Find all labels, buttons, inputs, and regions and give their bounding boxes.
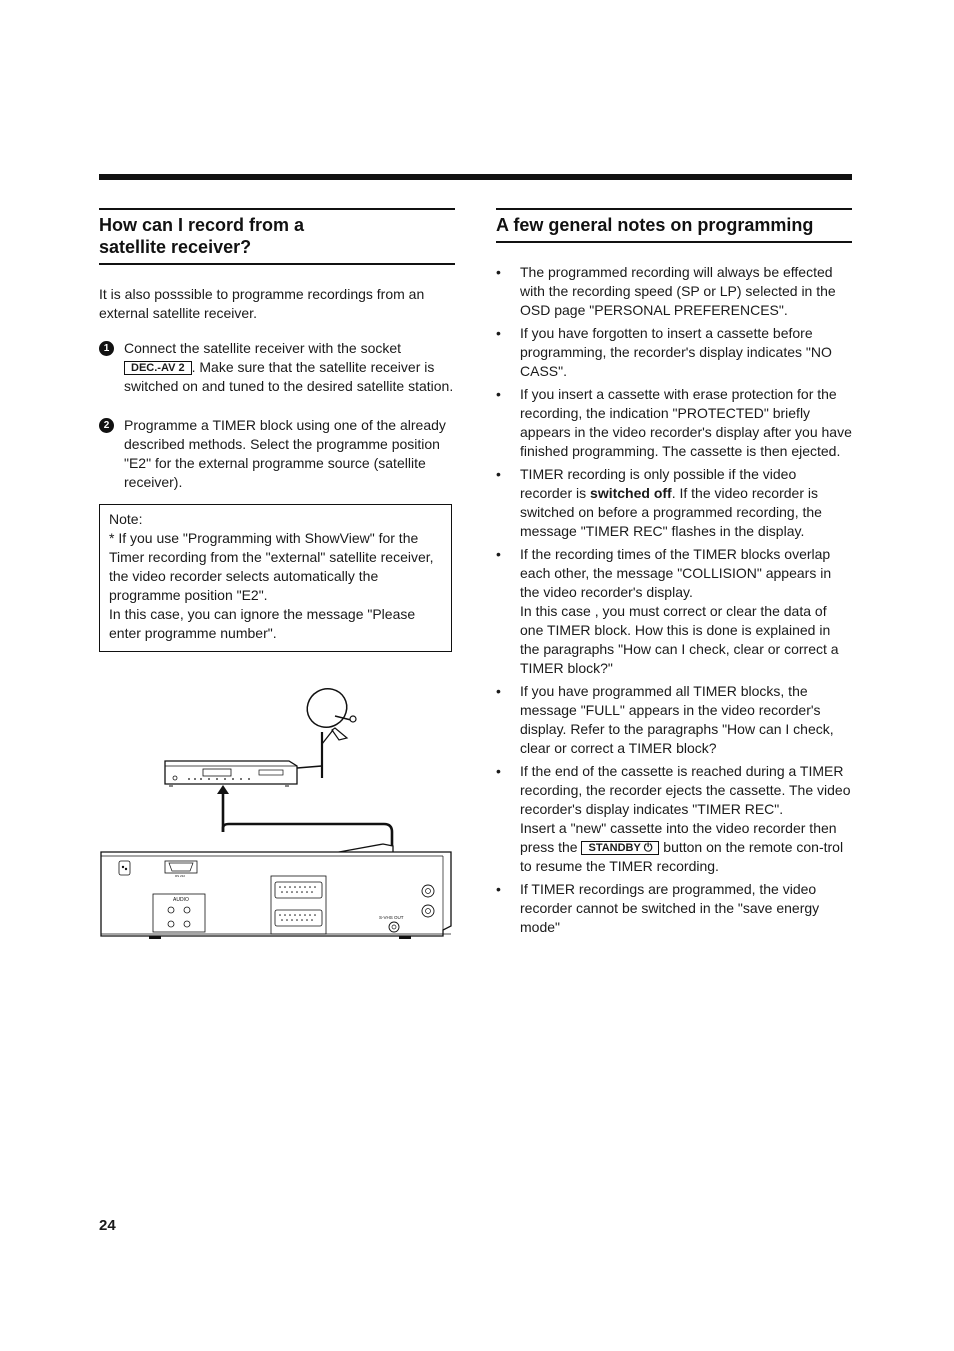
page-number: 24: [99, 1217, 116, 1234]
bullet: •: [496, 325, 501, 341]
list-item: [496, 385, 852, 461]
left-column: [99, 208, 455, 652]
heading-line-2: satellite receiver?: [99, 237, 252, 257]
list-item: [496, 880, 852, 937]
note-body-2: In this case, you can ignore the message "Please enter programme number".: [109, 606, 416, 641]
connection-diagram-svg: [99, 686, 455, 946]
connection-diagram: [99, 686, 455, 946]
list-item-text: If you insert a cassette with erase protection for the recording, the indication "PROTECTED" briefly appears in the video recorder's display after you have finished programming. The cassette is then ejected.: [520, 386, 852, 459]
list-item-text: If you have forgotten to insert a cassette before programming, the recorder's display indicates "NO CASS".: [520, 325, 832, 379]
list-item-text: TIMER recording is only possible if the video recorder is: [520, 466, 797, 501]
bullet: •: [496, 264, 501, 280]
satellite-receiver: [165, 761, 297, 786]
bullet: •: [496, 683, 501, 699]
list-item-text: In this case , you must correct or clear the data of one TIMER block. How this is done is explained in the paragraphs "How can I check, clear or correct a TIMER block?": [520, 603, 839, 676]
list-item: [496, 682, 852, 758]
step-2: [99, 416, 455, 492]
step-2-number: 2: [99, 418, 114, 433]
step-1-text-pre: Connect the satellite receiver with the socket: [124, 340, 402, 356]
list-item-text: button on the remote con-trol to resume the TIMER recording.: [520, 839, 844, 874]
list-item: [496, 465, 852, 541]
list-item-text: . If the video recorder is switched on before a programmed recording, the message "TIMER REC" flashes in the display.: [520, 485, 822, 539]
list-item: [496, 324, 852, 381]
note-title: Note:: [109, 511, 143, 527]
list-item-text: The programmed recording will always be effected with the recording speed (SP or LP) selected in the OSD page "PERSONAL PREFERENCES".: [520, 264, 836, 318]
bullet: •: [496, 763, 501, 779]
heading-line-1: How can I record from a: [99, 215, 305, 235]
bullet: •: [496, 466, 501, 482]
intro-paragraph: It is also posssible to programme recordings from an external satellite receiver.: [99, 286, 425, 321]
step-2-text: Programme a TIMER block using one of the already described methods. Select the programme position "E2" for the external programme source (satellite receiver).: [124, 417, 446, 490]
switched-off-emphasis: switched off: [590, 485, 672, 501]
list-item-text: If TIMER recordings are programmed, the video recorder cannot be switched in the "save energy mode": [520, 881, 820, 935]
programming-notes-heading: A few general notes on programming: [496, 208, 852, 243]
list-item-text: If you have programmed all TIMER blocks, the message "FULL" appears in the video recorder's display. Refer to the paragraphs "How can I check, clear or correct a TIMER block?: [520, 683, 834, 756]
list-item-text: If the end of the cassette is reached during a TIMER recording, the recorder ejects the cassette. The video recorder's display indicates "TIMER REC".: [520, 763, 851, 817]
standby-key: STANDBY ⏻: [581, 841, 659, 855]
bullet: •: [496, 881, 501, 897]
audio-label: AUDIO: [173, 897, 189, 903]
list-item: [496, 263, 852, 320]
svhs-label: S-VHS OUT: [379, 915, 404, 920]
step-1-number: 1: [99, 341, 114, 356]
bullet: •: [496, 546, 501, 562]
list-item: [496, 545, 852, 678]
list-item: [496, 762, 852, 876]
step-1: [99, 339, 455, 396]
step-1-text-post: . Make sure that the satellite receiver is switched on and tuned to the desired satellite station.: [124, 359, 454, 394]
right-column: [496, 208, 852, 941]
satellite-dish-icon: [300, 686, 356, 778]
top-rule: [99, 174, 852, 180]
svg-text:RS 232: RS 232: [175, 874, 186, 878]
bullet: •: [496, 386, 501, 402]
video-recorder-back-panel: [101, 852, 451, 939]
list-item-text: If the recording times of the TIMER blocks overlap each other, the message "COLLISION" appears in the video recorder's display.: [520, 546, 832, 600]
notes-list: [496, 263, 852, 937]
dec-av2-key: DEC.-AV 2: [124, 361, 192, 375]
note-box: [99, 504, 452, 652]
satellite-heading: [99, 208, 455, 265]
note-body: * If you use "Programming with ShowView" for the Timer recording from the "external" satellite receiver, the video recorder selects automatically the programme position "E2".: [109, 530, 434, 603]
list-item-text: Insert a "new" cassette into the video recorder then press the: [520, 820, 837, 855]
